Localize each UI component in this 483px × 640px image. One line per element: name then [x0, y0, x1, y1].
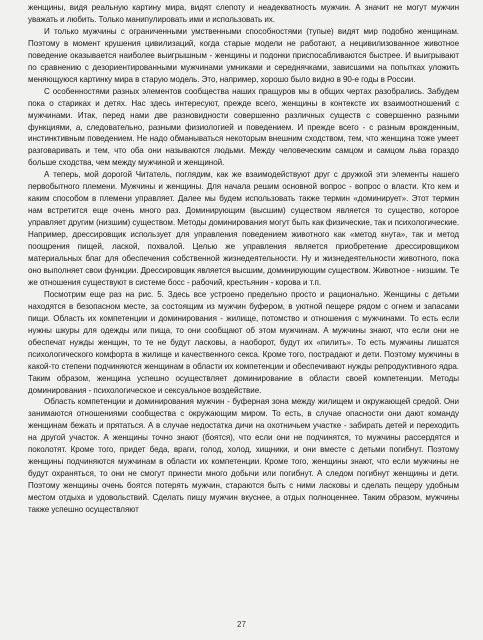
page-text [28, 2, 459, 516]
page-number: 27 [237, 620, 246, 629]
paragraph-6: Область компетенции и доминирования мужчин - буферная зона между жилищем и окружающей средой. Они занимаются отношениями сообщества с окружающим миром. То есть, в случае опасности они дают команду женщинам бежать и прятаться. А в случае недостатка дичи на охотничьем участке - забирать детей и переходить на другой участок. А женщины точно знают (боятся), что если они не подчинятся, то мужчины рассердятся и поколотят. Кроме того, придет беда, враги, голод, холод, хищники, и они вместе с детьми погибнут. Поэтому женщины подчиняются мужчинам в области их компетенции. Кроме того, женщины знают, что если мужчины не будут охраняться, то они не смогут принести много добычи или погибнут. А следом погибнут женщины и дети. Поэтому женщины очень боятся потерять мужчин, стараются быть с ними ласковы и сделать пещеру удобным местом отдыха и удовольствий. Сделать пищу мужчин вкуснее, а отдых полноценнее. Таким образом, мужчины также успешно осуществляют [28, 397, 459, 515]
paragraph-5: Посмотрим еще раз на рис. 5. Здесь все устроено предельно просто и рационально. Женщины с детьми находятся в безопасном месте, за состоящим из мужчин буфером, в уютной пещере рядом с огнем и запасами пищи. Область их компетенции и доминирования - жилище, потомство и отношения с мужчинами. То есть если нужны шкуры для одежды или пища, то они сообщают об этом мужчинам. А мужчины знают, что если они не обеспечат нужды женщин, то те не будут ласковы, а наоборот, будут их «пилить». То есть мужчины лишатся психологического комфорта в жилище и качественного секса. Кроме того, пострадают и дети. Поэтому мужчины в какой-то степени подчиняются женщинам в области их компетенции и обеспечивают нужды репродуктивного ядра. Таким образом, женщина успешно осуществляет доминирование в области своей компетенции. Методы доминирования - психологическое и сексуальное воздействие. [28, 289, 459, 395]
paragraph-1: женщины, видя реальную картину мира, видят слепоту и неадекватность мужчин. А значит не могут мужчин уважать и любить. Только манипулировать ими и использовать их. [28, 3, 459, 24]
paragraph-4: А теперь, мой дорогой Читатель, поглядим, как же взаимодействуют друг с дружкой эти элементы нашего первобытного племени. Мужчины и женщины. Для начала решим основной вопрос - вопрос о власти. Кто кем и каким способом в племени управляет. Далее мы будем использовать также термин «доминирует». Этот термин нам встретится еще очень много раз. Доминирующим (высшим) существом является то существо, которое управляет другим (низшим) существом. Методы доминирования могут быть как физические, так и психологические. Например, дрессировщик использует для управления поведением животного как «метод кнута», так и метод поощрения пищей, лаской, похвалой. Целью же управления является приобретение дрессировщиком материальных благ для обеспечения собственной жизнедеятельности. Ну и жизнедеятельности животного, пока оно выполняет свои функции. Дрессировщик является высшим, доминирующим существом. Животное - низшим. Те же отношения существуют в системе босс - рабочий, крестьянин - корова и т.п. [28, 170, 459, 287]
paragraph-2: И только мужчины с ограниченными умственными способностями (тупые) видят мир подобно женщинам. Поэтому в момент крушения цивилизаций, когда старые модели не работают, а нецивилизованное животное поведение оказывается наиболее выигрышным - женщины и подонки приспосабливаются быстрее. И выигрывают по сравнению с дезориентированными мужчинами умниками и середнячками, зависшими на попытках уложить меняющуюся картинку мира в старую модель. Это, например, хорошо было видно в 90-е годы в России. [28, 26, 459, 84]
paragraph-3: С особенностями разных элементов сообщества наших пращуров мы в общих чертах разобрались. Забудем пока о стариках и детях. Нас здесь интересуют, прежде всего, женщины в контексте их взаимоотношений с мужчинами. Итак, перед нами две разновидности совершенно различных существ с совершенно разными функциями, а, следовательно, разными физиологией и поведением. И прежде всего - с разным врожденным, инстинктивным поведением. Не надо обманываться некоторым внешним сходством, тем, что женщина тоже умеет разговаривать и тем, что оба они называются людьми. Между человеческим самцом и самцом льва гораздо больше сходства, чем между мужчиной и женщиной. [28, 86, 459, 168]
